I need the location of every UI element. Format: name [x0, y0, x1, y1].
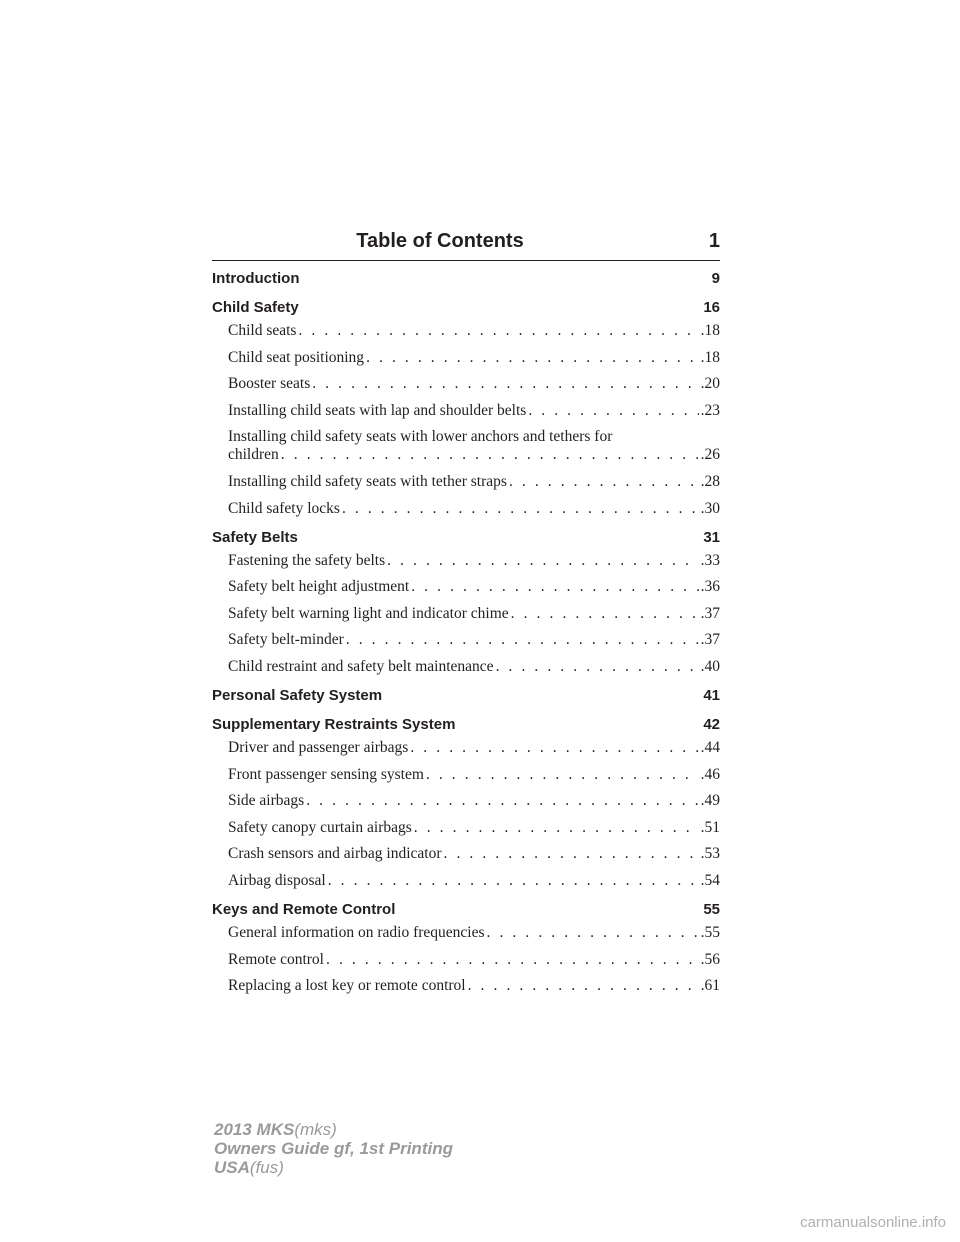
- footer-line-market: [214, 1158, 453, 1177]
- toc-section: [212, 299, 720, 518]
- print-footer: [214, 1120, 453, 1177]
- table-of-contents: [212, 270, 720, 1006]
- entry-page: .61: [700, 977, 720, 995]
- toc-entry[interactable]: [212, 428, 720, 464]
- toc-entry[interactable]: [212, 792, 720, 810]
- dot-leader: [312, 375, 698, 393]
- toc-entry[interactable]: [212, 473, 720, 491]
- dot-leader: [496, 658, 699, 676]
- dot-leader: [468, 977, 699, 995]
- dot-leader: [328, 872, 699, 890]
- dot-leader: [411, 578, 698, 596]
- dot-leader: [346, 631, 699, 649]
- section-heading[interactable]: [212, 529, 720, 547]
- page-title: Table of Contents: [356, 230, 524, 252]
- entry-title: Safety belt warning light and indicator chime: [228, 604, 509, 622]
- entry-page: .44: [700, 738, 720, 756]
- toc-entry[interactable]: [212, 924, 720, 942]
- entry-title: Safety canopy curtain airbags: [228, 818, 412, 836]
- entry-page: .55: [700, 923, 720, 941]
- entry-page: .26: [700, 446, 720, 464]
- toc-entry[interactable]: [212, 631, 720, 649]
- dot-leader: [298, 322, 698, 340]
- dot-leader: [326, 951, 699, 969]
- entry-title: Fastening the safety belts: [228, 551, 386, 569]
- toc-entry[interactable]: [212, 951, 720, 969]
- dot-leader: [410, 739, 698, 757]
- entry-page: .36: [700, 578, 720, 596]
- page-number: 1: [708, 230, 720, 252]
- toc-section: [212, 901, 720, 995]
- entry-title: Front passenger sensing system: [228, 765, 424, 783]
- entry-title: Safety belt height adjustment: [228, 578, 410, 596]
- entry-title-line1: Installing child safety seats with lower anchors and tethers for: [228, 428, 613, 446]
- section-title: Supplementary Restraints System: [212, 715, 456, 733]
- toc-entry[interactable]: [212, 500, 720, 518]
- toc-section: [212, 270, 720, 288]
- footer-guide: Owners Guide gf, 1st Printing: [214, 1139, 453, 1158]
- dot-leader: [366, 349, 699, 367]
- footer-market-code: (fus): [249, 1158, 284, 1177]
- entry-page: .37: [700, 604, 720, 622]
- footer-model: 2013 MKS: [214, 1120, 295, 1139]
- section-title: Keys and Remote Control: [212, 900, 396, 918]
- entry-title: Child seats: [228, 322, 297, 339]
- entry-title: children: [228, 446, 279, 464]
- entry-title: Remote control: [228, 950, 324, 968]
- footer-line-model: [214, 1120, 453, 1139]
- entry-title: Side airbags: [228, 792, 305, 810]
- entry-page: .46: [700, 765, 720, 783]
- entry-title: Child restraint and safety belt maintenance: [228, 657, 494, 675]
- entry-title: Crash sensors and airbag indicator: [228, 845, 442, 863]
- toc-entry[interactable]: [212, 739, 720, 757]
- section-page: 42: [703, 715, 720, 733]
- dot-leader: [306, 792, 698, 810]
- entry-page: .18: [700, 348, 720, 366]
- toc-entry[interactable]: [212, 349, 720, 367]
- toc-entry[interactable]: [212, 578, 720, 596]
- entry-page: .49: [700, 792, 720, 810]
- entry-title: Airbag disposal: [228, 871, 326, 889]
- dot-leader: [342, 500, 699, 518]
- dot-leader: [281, 446, 699, 464]
- toc-entry[interactable]: [212, 605, 720, 623]
- entry-page: .30: [700, 499, 720, 517]
- entry-page: .53: [700, 845, 720, 863]
- toc-entry[interactable]: [212, 375, 720, 393]
- dot-leader: [444, 845, 699, 863]
- section-title: Child Safety: [212, 299, 299, 316]
- entry-page: .23: [700, 401, 720, 419]
- footer-model-code: (mks): [294, 1120, 337, 1139]
- section-heading[interactable]: [212, 270, 720, 288]
- dot-leader: [387, 552, 699, 570]
- dot-leader: [528, 402, 698, 420]
- entry-page: .56: [700, 950, 720, 968]
- entry-page: .33: [700, 551, 720, 569]
- toc-entry[interactable]: [212, 402, 720, 420]
- section-heading[interactable]: [212, 687, 720, 705]
- toc-section: [212, 687, 720, 705]
- entry-title: Driver and passenger airbags: [228, 738, 409, 756]
- entry-title: Safety belt-minder: [228, 631, 344, 649]
- entry-page: .51: [700, 818, 720, 836]
- entry-title: Replacing a lost key or remote control: [228, 977, 466, 995]
- toc-entry[interactable]: [212, 552, 720, 570]
- toc-entry[interactable]: [212, 819, 720, 837]
- section-heading[interactable]: [212, 299, 720, 317]
- dot-leader: [511, 605, 699, 623]
- entry-title: Child seat positioning: [228, 348, 365, 366]
- dot-leader: [426, 766, 699, 784]
- entry-title: Child safety locks: [228, 499, 340, 517]
- toc-section: [212, 529, 720, 676]
- entry-page: .54: [700, 871, 720, 889]
- watermark: carmanualsonline.info: [800, 1214, 946, 1231]
- dot-leader: [509, 473, 699, 491]
- toc-entry[interactable]: [212, 766, 720, 784]
- section-title: Personal Safety System: [212, 686, 383, 704]
- toc-entry[interactable]: [212, 845, 720, 863]
- entry-page: .20: [700, 375, 720, 393]
- toc-entry[interactable]: [212, 658, 720, 676]
- section-page: 55: [703, 900, 720, 918]
- entry-page: .37: [700, 631, 720, 649]
- toc-section: [212, 716, 720, 890]
- entry-title: Installing child safety seats with tether straps: [228, 472, 507, 490]
- entry-page: .40: [700, 657, 720, 675]
- footer-market: USA: [214, 1158, 250, 1177]
- section-heading[interactable]: [212, 716, 720, 734]
- section-page: 9: [711, 270, 720, 287]
- footer-line-guide: [214, 1139, 453, 1158]
- section-title: Introduction: [212, 270, 300, 287]
- entry-title: Booster seats: [228, 375, 311, 393]
- toc-entry[interactable]: [212, 977, 720, 995]
- entry-title: Installing child seats with lap and shoulder belts: [228, 401, 527, 419]
- toc-entry[interactable]: [212, 322, 720, 340]
- page-header: [212, 226, 720, 261]
- dot-leader: [414, 819, 699, 837]
- section-heading[interactable]: [212, 901, 720, 919]
- entry-page: .18: [700, 322, 720, 339]
- entry-title: General information on radio frequencies: [228, 923, 485, 941]
- section-page: 16: [703, 299, 720, 316]
- toc-entry[interactable]: [212, 872, 720, 890]
- dot-leader: [487, 924, 699, 942]
- section-page: 31: [703, 528, 720, 546]
- section-title: Safety Belts: [212, 528, 298, 546]
- section-page: 41: [703, 686, 720, 704]
- entry-page: .28: [700, 472, 720, 490]
